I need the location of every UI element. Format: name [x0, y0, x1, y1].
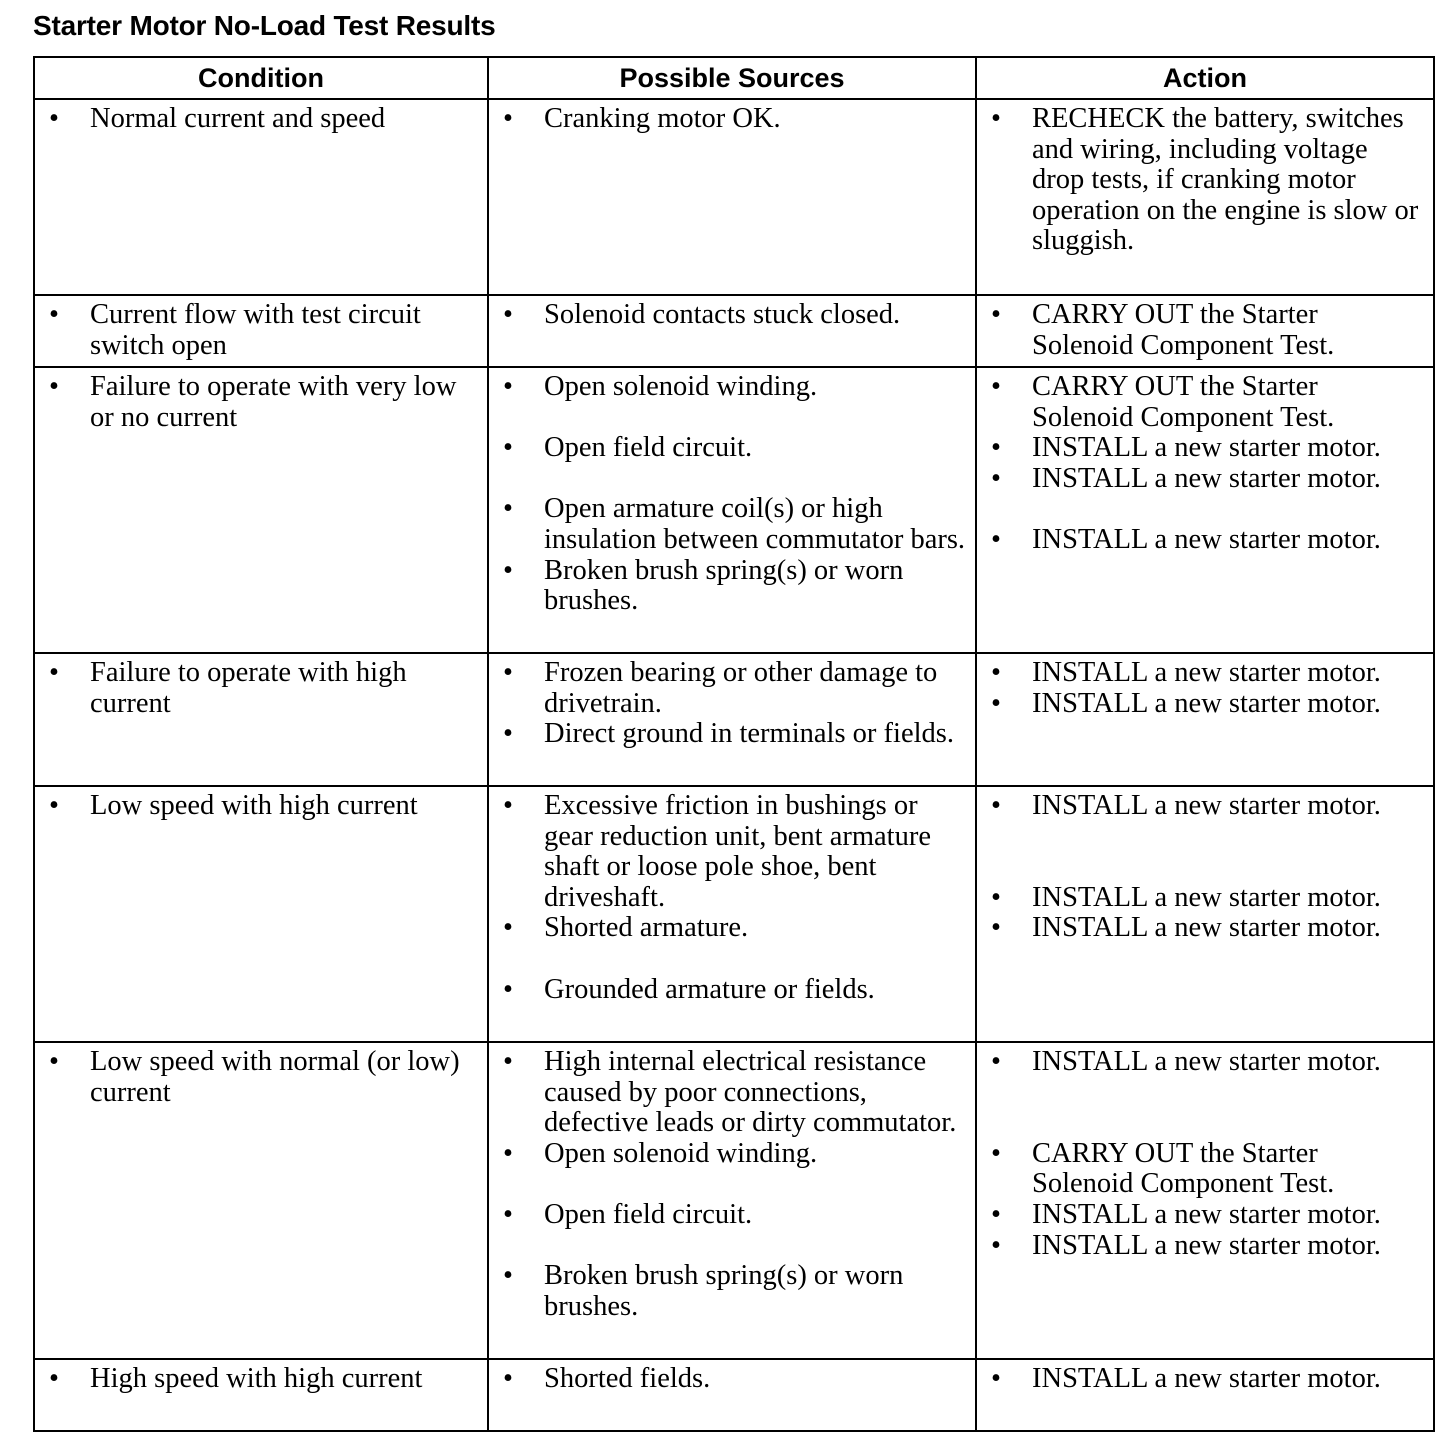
header-action: Action	[976, 57, 1434, 99]
header-condition: Condition	[34, 57, 488, 99]
test-results-table	[33, 56, 1435, 1432]
source-item: • High internal electrical resistance caused by poor connections, defective leads or dirty commutator.	[489, 1047, 975, 1139]
source-item: • Open field circuit.	[489, 433, 975, 464]
condition-item: • Failure to operate with very low or no current	[35, 372, 487, 433]
condition-item: • Failure to operate with high current	[35, 658, 487, 719]
action-cell	[976, 1359, 1434, 1431]
action-cell	[976, 653, 1434, 786]
action-item: • CARRY OUT the Starter Solenoid Component Test.	[977, 300, 1433, 361]
source-item: • Broken brush spring(s) or worn brushes.	[489, 1261, 975, 1322]
source-item: • Grounded armature or fields.	[489, 975, 975, 1006]
sources-cell	[488, 1359, 976, 1431]
source-item: • Solenoid contacts stuck closed.	[489, 300, 975, 331]
sources-cell	[488, 99, 976, 295]
action-cell	[976, 367, 1434, 653]
action-item: • INSTALL a new starter motor.	[977, 464, 1433, 495]
action-item: • INSTALL a new starter motor.	[977, 1200, 1433, 1231]
table-row	[34, 367, 1434, 653]
action-item: • CARRY OUT the Starter Solenoid Component Test.	[977, 372, 1433, 433]
action-item: • INSTALL a new starter motor.	[977, 1047, 1433, 1078]
condition-cell	[34, 653, 488, 786]
action-item: • INSTALL a new starter motor.	[977, 883, 1433, 914]
condition-cell	[34, 1042, 488, 1359]
sources-cell	[488, 367, 976, 653]
table-row	[34, 1042, 1434, 1359]
table-row	[34, 786, 1434, 1042]
action-item: • CARRY OUT the Starter Solenoid Component Test.	[977, 1139, 1433, 1200]
action-item: • INSTALL a new starter motor.	[977, 689, 1433, 720]
sources-cell	[488, 786, 976, 1042]
source-item: • Open field circuit.	[489, 1200, 975, 1231]
condition-item: • Normal current and speed	[35, 104, 487, 135]
table-row	[34, 99, 1434, 295]
condition-item: • High speed with high current	[35, 1364, 487, 1395]
table-header-row	[34, 57, 1434, 99]
page-title: Starter Motor No-Load Test Results	[33, 10, 496, 41]
action-cell	[976, 1042, 1434, 1359]
source-item: • Open solenoid winding.	[489, 1139, 975, 1170]
source-item: • Broken brush spring(s) or worn brushes.	[489, 556, 975, 617]
action-item: • INSTALL a new starter motor.	[977, 433, 1433, 464]
source-item: • Excessive friction in bushings or gear reduction unit, bent armature shaft or loose pole shoe, bent driveshaft.	[489, 791, 975, 913]
condition-item: • Low speed with high current	[35, 791, 487, 822]
table-row	[34, 295, 1434, 367]
condition-cell	[34, 1359, 488, 1431]
source-item: • Cranking motor OK.	[489, 104, 975, 135]
table-row	[34, 1359, 1434, 1431]
condition-item: • Low speed with normal (or low) current	[35, 1047, 487, 1108]
sources-cell	[488, 1042, 976, 1359]
action-item: • INSTALL a new starter motor.	[977, 913, 1433, 944]
header-possible-sources: Possible Sources	[488, 57, 976, 99]
table-row	[34, 653, 1434, 786]
sources-cell	[488, 653, 976, 786]
condition-cell	[34, 99, 488, 295]
action-item: • INSTALL a new starter motor.	[977, 1231, 1433, 1262]
action-cell	[976, 295, 1434, 367]
action-item: • RECHECK the battery, switches and wiring, including voltage drop tests, if cranking motor operation on the engine is slow or sluggish.	[977, 104, 1433, 257]
condition-item: • Current flow with test circuit switch open	[35, 300, 487, 361]
action-item: • INSTALL a new starter motor.	[977, 525, 1433, 556]
action-cell	[976, 99, 1434, 295]
source-item: • Frozen bearing or other damage to drivetrain.	[489, 658, 975, 719]
action-cell	[976, 786, 1434, 1042]
source-item: • Shorted armature.	[489, 913, 975, 944]
source-item: • Shorted fields.	[489, 1364, 975, 1395]
source-item: • Open solenoid winding.	[489, 372, 975, 403]
sources-cell	[488, 295, 976, 367]
action-item: • INSTALL a new starter motor.	[977, 1364, 1433, 1395]
action-item: • INSTALL a new starter motor.	[977, 658, 1433, 689]
condition-cell	[34, 786, 488, 1042]
source-item: • Direct ground in terminals or fields.	[489, 719, 975, 750]
condition-cell	[34, 367, 488, 653]
condition-cell	[34, 295, 488, 367]
action-item: • INSTALL a new starter motor.	[977, 791, 1433, 822]
source-item: • Open armature coil(s) or high insulation between commutator bars.	[489, 494, 975, 555]
